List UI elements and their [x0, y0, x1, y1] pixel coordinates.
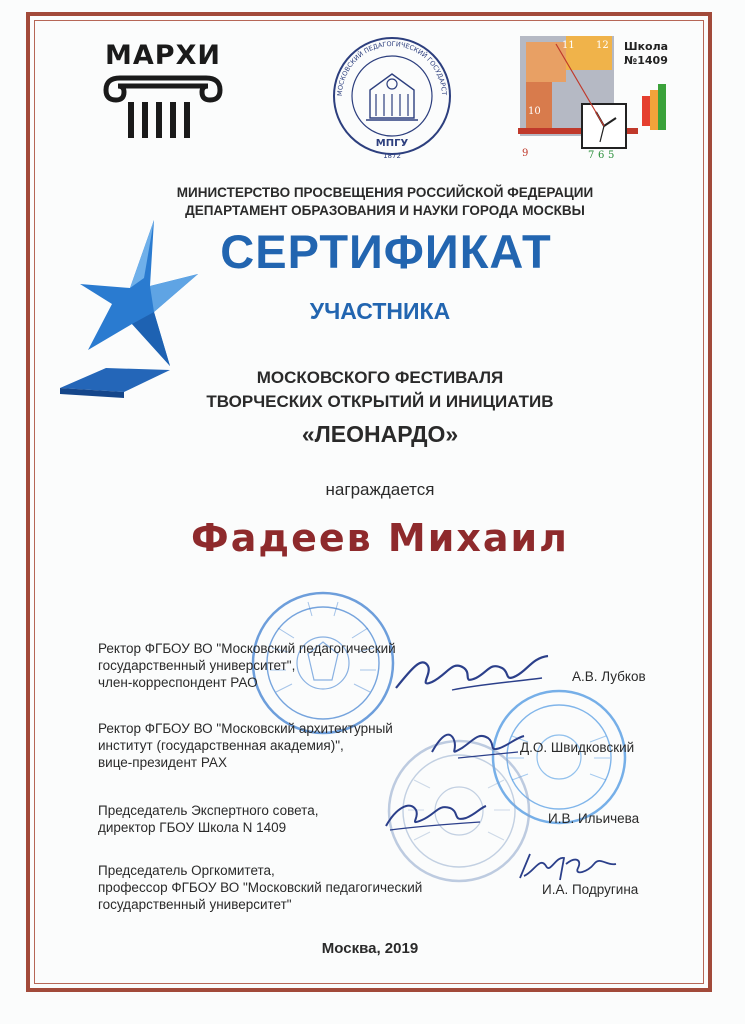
signature-podrugina: [516, 846, 622, 886]
signatory-4-name: И.А. Подругина: [542, 882, 639, 897]
signatory-4-role: Председатель Оргкомитета, профессор ФГБОУ ВО "Московский педагогический государственный университет": [98, 863, 423, 912]
mpgu-logo-year: 1872: [383, 152, 401, 160]
signature-ilicheva: [380, 790, 490, 834]
recipient-name: Фадеев Михаил: [191, 516, 569, 560]
school-logo: [516, 34, 672, 164]
signature-shvidkovsky: [428, 722, 528, 762]
certificate-title: СЕРТИФИКАТ: [220, 225, 552, 278]
signature-lubkov: [392, 648, 558, 696]
svg-text:6: 6: [598, 150, 605, 161]
signatory-1-name: А.В. Лубков: [572, 669, 646, 684]
svg-text:11: 11: [562, 40, 575, 51]
svg-text:12: 12: [596, 40, 609, 51]
marhi-logo: [98, 40, 228, 142]
school-logo-number: №1409: [624, 54, 668, 67]
festival-line-2: ТВОРЧЕСКИХ ОТКРЫТИЙ И ИНИЦИАТИВ: [206, 392, 554, 411]
mpgu-ring-lettering: МОСКОВСКИЙ ПЕДАГОГИЧЕСКИЙ ГОСУДАРСТ: [335, 39, 449, 97]
mpgu-logo: [330, 34, 454, 164]
signatory-1-role: Ректор ФГБОУ ВО "Московский педагогический государственный университет", член-корреспондент РАО: [98, 641, 396, 690]
place-and-year: Москва, 2019: [321, 940, 419, 957]
signatory-3-role: Председатель Экспертного совета, директор ГБОУ Школа N 1409: [98, 803, 319, 835]
svg-text:5: 5: [608, 150, 615, 161]
festival-line-1: МОСКОВСКОГО ФЕСТИВАЛЯ: [256, 368, 504, 387]
school-logo-label: Школа: [624, 40, 669, 53]
svg-text:7: 7: [588, 150, 595, 161]
svg-text:9: 9: [522, 148, 529, 159]
award-verb: награждается: [325, 480, 435, 499]
ministry-header: [130, 184, 640, 220]
certificate-subtitle: УЧАСТНИКА: [309, 298, 451, 324]
festival-description: [150, 366, 610, 414]
ministry-line-2: ДЕПАРТАМЕНТ ОБРАЗОВАНИЯ И НАУКИ ГОРОДА МОСКВЫ: [185, 203, 585, 218]
ministry-line-1: МИНИСТЕРСТВО ПРОСВЕЩЕНИЯ РОССИЙСКОЙ ФЕДЕРАЦИИ: [176, 185, 594, 200]
festival-name: «ЛЕОНАРДО»: [301, 421, 459, 447]
signatory-3-name: И.В. Ильичева: [548, 811, 640, 826]
marhi-logo-text: МАРХИ: [105, 40, 221, 71]
signatory-2-name: Д.О. Швидковский: [520, 740, 635, 755]
signatory-2-role: Ректор ФГБОУ ВО "Московский архитектурный институт (государственная академия)", вице-президент РАХ: [98, 721, 393, 770]
inner-border: [34, 20, 704, 984]
svg-text:10: 10: [528, 106, 541, 117]
mpgu-logo-text: МПГУ: [375, 138, 409, 149]
